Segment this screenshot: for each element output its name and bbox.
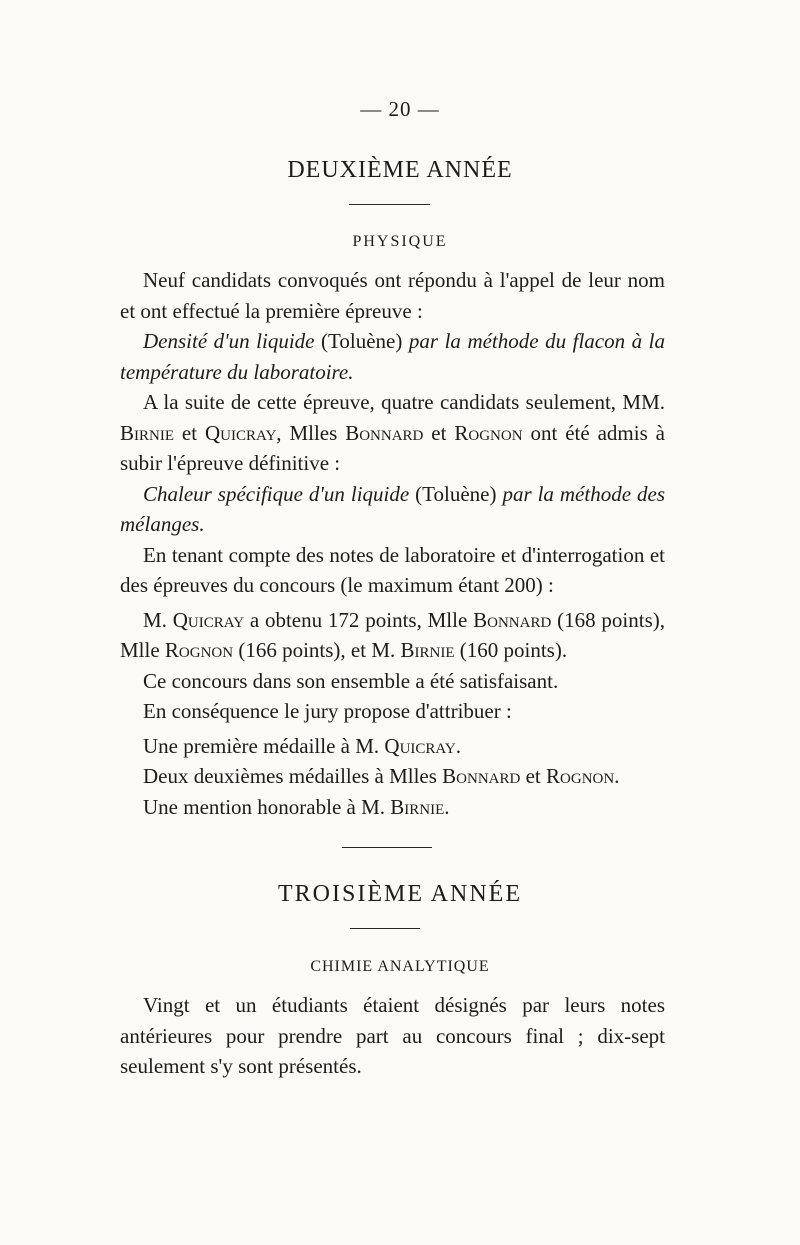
- paragraph: Chaleur spécifique d'un liquide (Toluène) par la méthode des mélanges.: [120, 481, 665, 536]
- paragraph: En conséquence le jury propose d'attribuer :: [143, 699, 512, 723]
- paragraph: Une première médaille à M. Quicray.: [143, 733, 461, 758]
- paragraph: En tenant compte des notes de laboratoire et d'interrogation et des épreuves du concours (le maximum étant 200) :: [120, 542, 665, 597]
- title-rule: [349, 204, 430, 205]
- section-body-physique: [120, 265, 665, 822]
- section-title-deuxieme-annee: DEUXIÈME ANNÉE: [287, 157, 513, 183]
- paragraph: Neuf candidats convoqués ont répondu à l'appel de leur nom et ont effectué la première épreuve :: [120, 268, 665, 323]
- paragraph: Une mention honorable à M. Birnie.: [143, 794, 450, 819]
- section-body-chimie: [120, 990, 665, 1082]
- paragraph: Deux deuxièmes médailles à Mlles Bonnard et Rognon.: [143, 764, 620, 788]
- paragraph: Vingt et un étudiants étaient désignés par leurs notes antérieures pour prendre part au concours final ; dix-sept seulement s'y sont présentés.: [120, 993, 665, 1078]
- title-rule: [350, 928, 420, 929]
- paragraph: A la suite de cette épreuve, quatre candidats seulement, MM. Birnie et Quicray, Mlles Bonnard et Rognon ont été admis à subir l'épreuve définitive :: [120, 390, 665, 475]
- page-number: — 20 —: [360, 97, 440, 121]
- paragraph: Ce concours dans son ensemble a été satisfaisant.: [143, 668, 559, 693]
- subject-chimie-analytique: CHIMIE ANALYTIQUE: [310, 958, 490, 975]
- section-title-troisieme-annee: TROISIÈME ANNÉE: [278, 881, 522, 907]
- paragraph: M. Quicray a obtenu 172 points, Mlle Bonnard (168 points), Mlle Rognon (166 points), et M. Birnie (160 points).: [120, 607, 665, 662]
- subject-physique: PHYSIQUE: [352, 233, 448, 250]
- section-separator-rule: [342, 847, 432, 848]
- paragraph: Densité d'un liquide (Toluène) par la méthode du flacon à la température du laboratoire.: [120, 329, 665, 384]
